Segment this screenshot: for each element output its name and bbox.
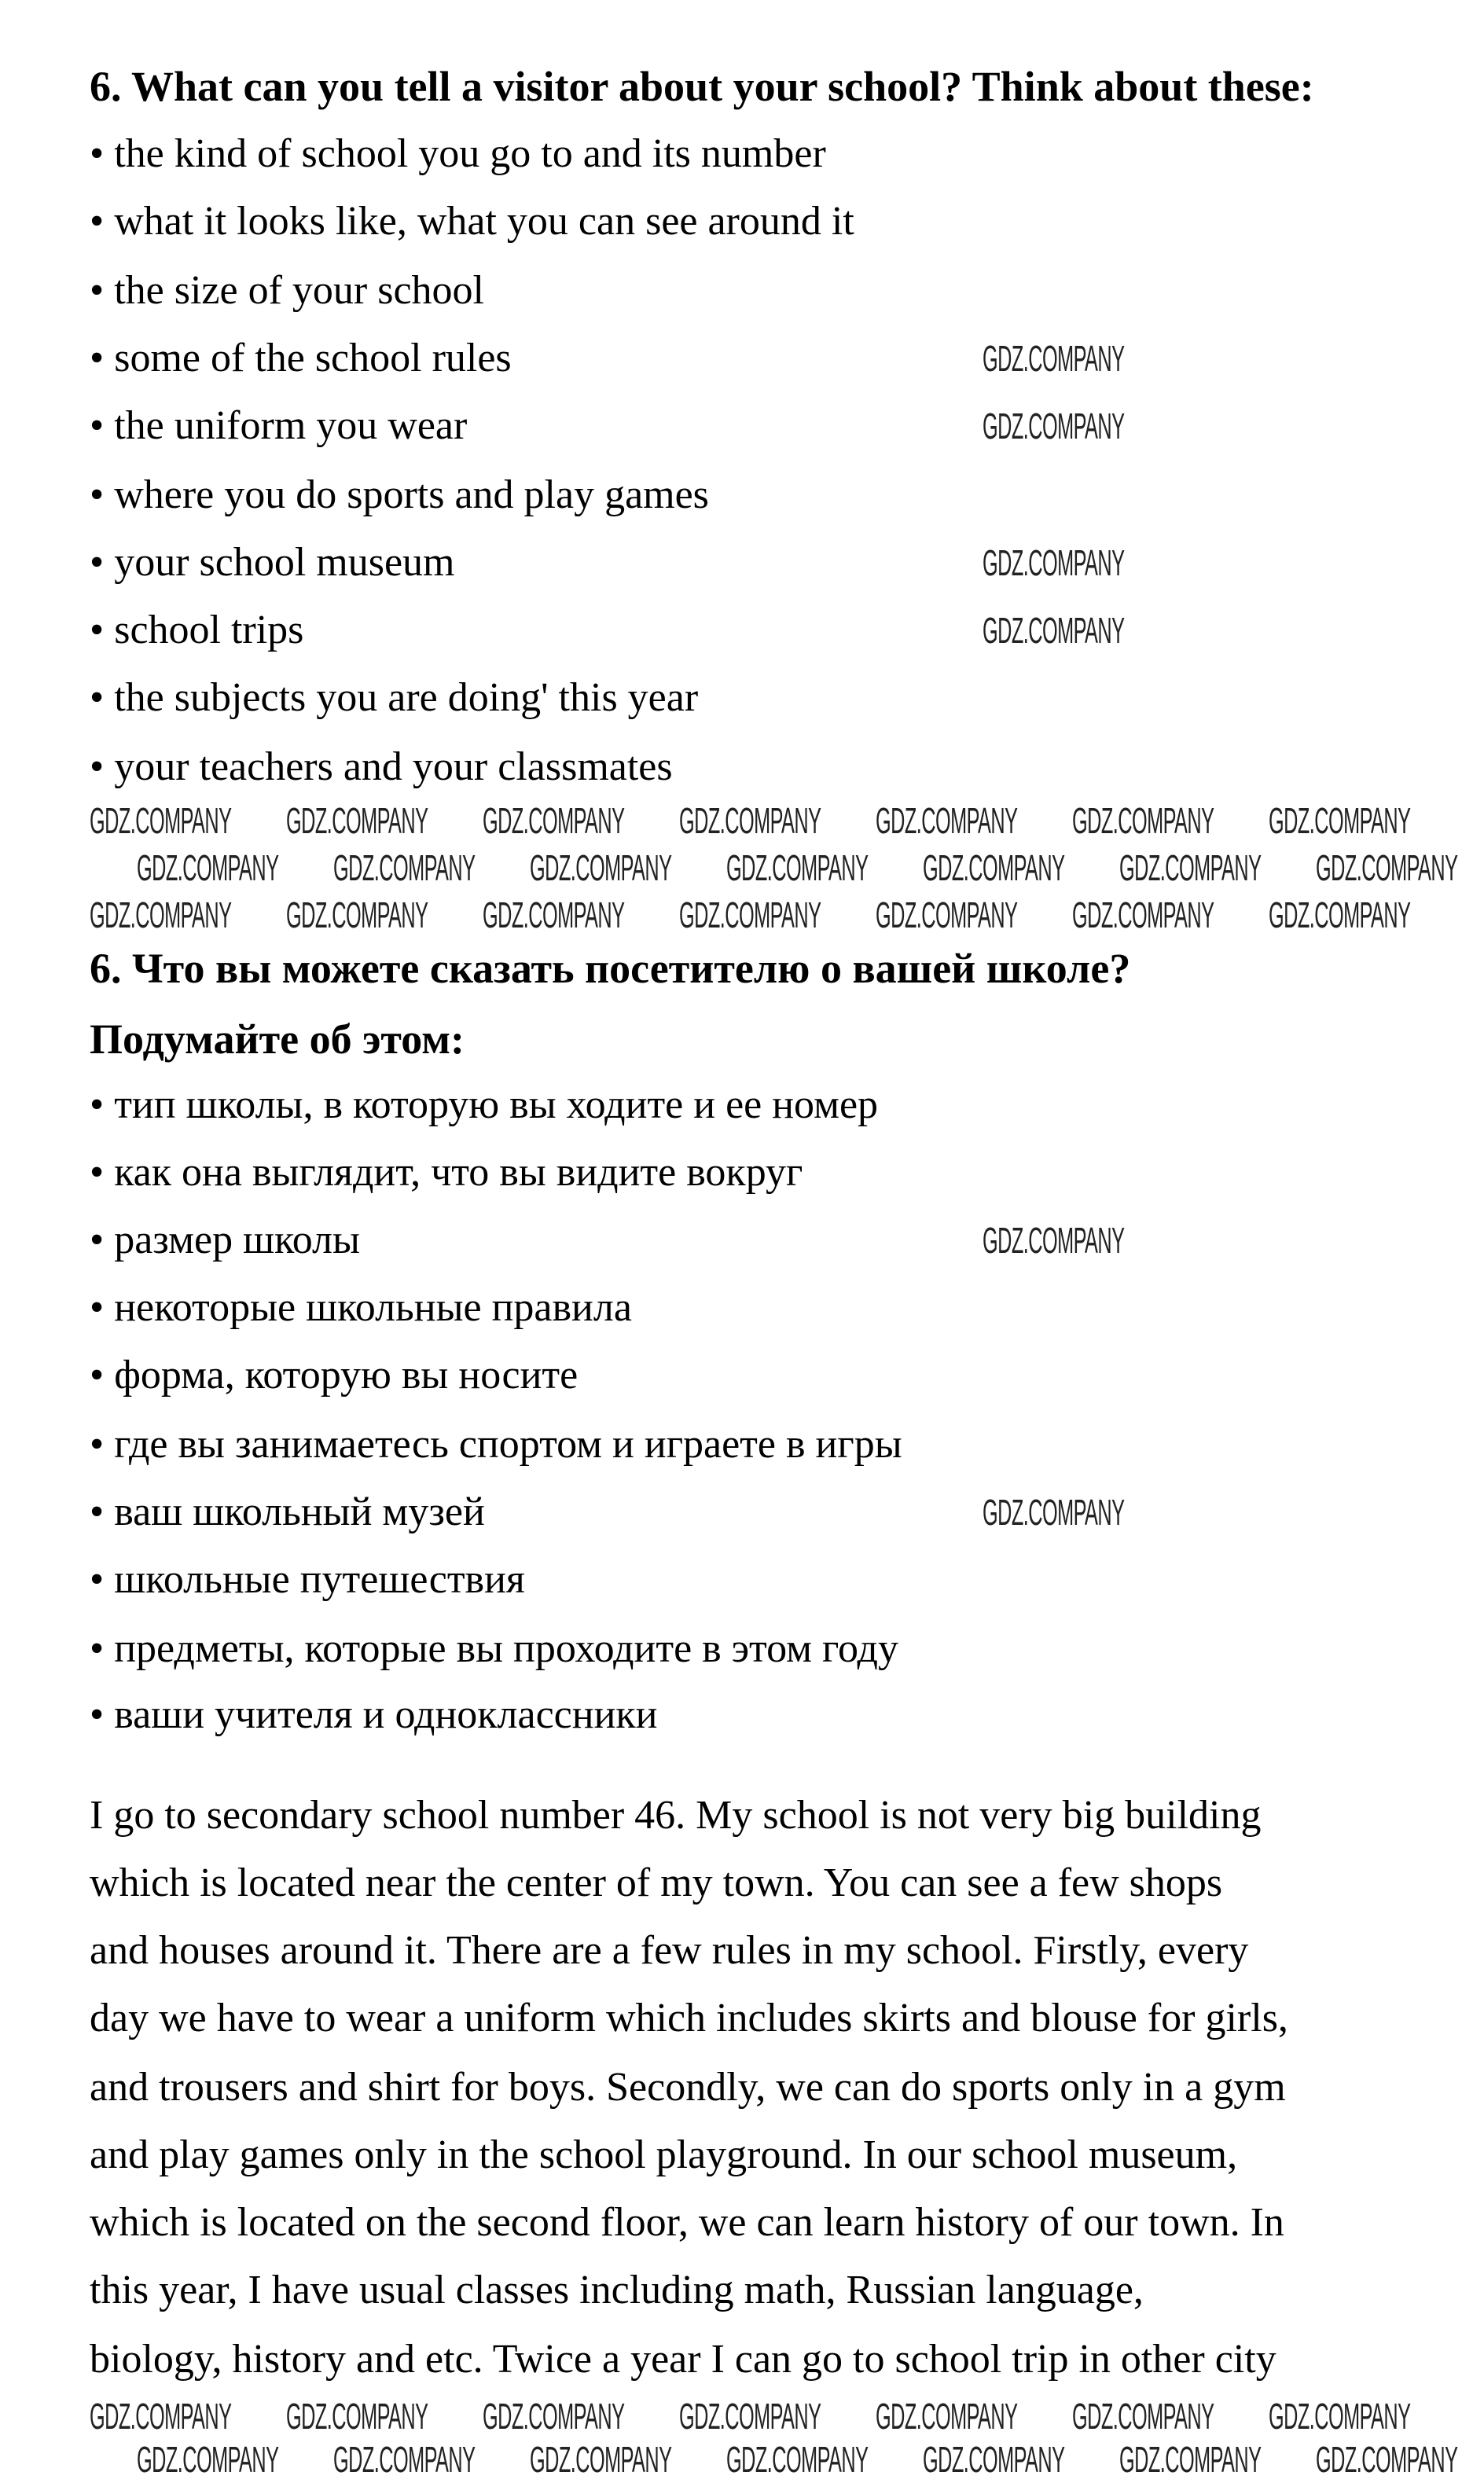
answer-paragraph-line: and play games only in the school playground. In our school museum, [90, 2132, 1238, 2177]
russian-bullet-item: • тип школы, в которую вы ходите и ее номер [90, 1082, 879, 1127]
watermark: GDZ.COMPANY [923, 847, 1065, 888]
watermark: GDZ.COMPANY [483, 894, 625, 935]
answer-paragraph-line: this year, I have usual classes including math, Russian language, [90, 2268, 1144, 2312]
english-bullet-item: • some of the school rules [90, 336, 512, 380]
russian-bullet-item: • некоторые школьные правила [90, 1285, 632, 1330]
russian-task-title: 6. Что вы можете сказать посетителю о вашей школе? [90, 945, 1131, 992]
watermark: GDZ.COMPANY [137, 847, 279, 888]
answer-paragraph-line: which is located on the second floor, we can learn history of our town. In [90, 2200, 1284, 2245]
watermark: GDZ.COMPANY [90, 800, 232, 841]
answer-paragraph-line: I go to secondary school number 46. My school is not very big building [90, 1793, 1262, 1838]
watermark: GDZ.COMPANY [1072, 894, 1214, 935]
watermark: GDZ.COMPANY [333, 847, 476, 888]
russian-bullet-item: • как она выглядит, что вы видите вокруг [90, 1150, 803, 1195]
russian-bullet-item: • размер школы [90, 1218, 360, 1262]
russian-bullet-item: • предметы, которые вы проходите в этом году [90, 1626, 898, 1671]
watermark: GDZ.COMPANY [483, 2396, 625, 2437]
russian-bullet-item: • школьные путешествия [90, 1557, 525, 1602]
english-bullet-item: • the subjects you are doing' this year [90, 675, 699, 720]
watermark: GDZ.COMPANY [876, 800, 1018, 841]
answer-paragraph-line: and trousers and shirt for boys. Secondly, we can do sports only in a gym [90, 2065, 1286, 2110]
answer-paragraph-line: which is located near the center of my town. You can see a few shops [90, 1860, 1223, 1905]
watermark: GDZ.COMPANY [483, 800, 625, 841]
watermark: GDZ.COMPANY [679, 800, 821, 841]
watermark: GDZ.COMPANY [983, 406, 1125, 446]
watermark: GDZ.COMPANY [137, 2439, 279, 2480]
russian-bullet-item: • ваши учителя и одноклассники [90, 1692, 658, 1737]
watermark: GDZ.COMPANY [983, 610, 1125, 651]
watermark: GDZ.COMPANY [983, 542, 1125, 583]
watermark: GDZ.COMPANY [876, 894, 1018, 935]
english-bullet-item: • the kind of school you go to and its number [90, 131, 826, 176]
watermark: GDZ.COMPANY [286, 2396, 428, 2437]
watermark: GDZ.COMPANY [1316, 847, 1458, 888]
watermark: GDZ.COMPANY [679, 894, 821, 935]
english-bullet-item: • school trips [90, 608, 304, 652]
english-bullet-item: • your school museum [90, 540, 455, 585]
watermark: GDZ.COMPANY [530, 2439, 672, 2480]
watermark: GDZ.COMPANY [726, 847, 869, 888]
watermark: GDZ.COMPANY [1072, 2396, 1214, 2437]
english-bullet-item: • where you do sports and play games [90, 472, 709, 517]
watermark: GDZ.COMPANY [286, 894, 428, 935]
watermark: GDZ.COMPANY [983, 338, 1125, 379]
watermark: GDZ.COMPANY [90, 894, 232, 935]
russian-task-title-cont: Подумайте об этом: [90, 1016, 465, 1063]
answer-paragraph-line: day we have to wear a uniform which includes skirts and blouse for girls, [90, 1996, 1288, 2040]
english-bullet-item: • your teachers and your classmates [90, 744, 673, 789]
watermark: GDZ.COMPANY [1269, 800, 1411, 841]
russian-bullet-item: • форма, которую вы носите [90, 1353, 579, 1398]
russian-bullet-item: • ваш школьный музей [90, 1489, 485, 1534]
watermark: GDZ.COMPANY [1316, 2439, 1458, 2480]
watermark: GDZ.COMPANY [1269, 2396, 1411, 2437]
watermark: GDZ.COMPANY [876, 2396, 1018, 2437]
watermark: GDZ.COMPANY [333, 2439, 476, 2480]
watermark: GDZ.COMPANY [530, 847, 672, 888]
watermark: GDZ.COMPANY [286, 800, 428, 841]
russian-bullet-item: • где вы занимаетесь спортом и играете в игры [90, 1422, 902, 1467]
watermark: GDZ.COMPANY [983, 1492, 1125, 1533]
watermark: GDZ.COMPANY [1119, 847, 1262, 888]
watermark: GDZ.COMPANY [983, 1220, 1125, 1261]
watermark: GDZ.COMPANY [923, 2439, 1065, 2480]
english-task-title: 6. What can you tell a visitor about your school? Think about these: [90, 63, 1314, 110]
english-bullet-item: • what it looks like, what you can see around it [90, 199, 854, 244]
watermark: GDZ.COMPANY [1269, 894, 1411, 935]
answer-paragraph-line: biology, history and etc. Twice a year I can go to school trip in other city [90, 2337, 1276, 2382]
english-bullet-item: • the uniform you wear [90, 403, 468, 448]
watermark: GDZ.COMPANY [679, 2396, 821, 2437]
watermark: GDZ.COMPANY [1119, 2439, 1262, 2480]
watermark: GDZ.COMPANY [726, 2439, 869, 2480]
watermark: GDZ.COMPANY [1072, 800, 1214, 841]
english-bullet-item: • the size of your school [90, 268, 484, 313]
answer-paragraph-line: and houses around it. There are a few rules in my school. Firstly, every [90, 1928, 1249, 1973]
watermark: GDZ.COMPANY [90, 2396, 232, 2437]
